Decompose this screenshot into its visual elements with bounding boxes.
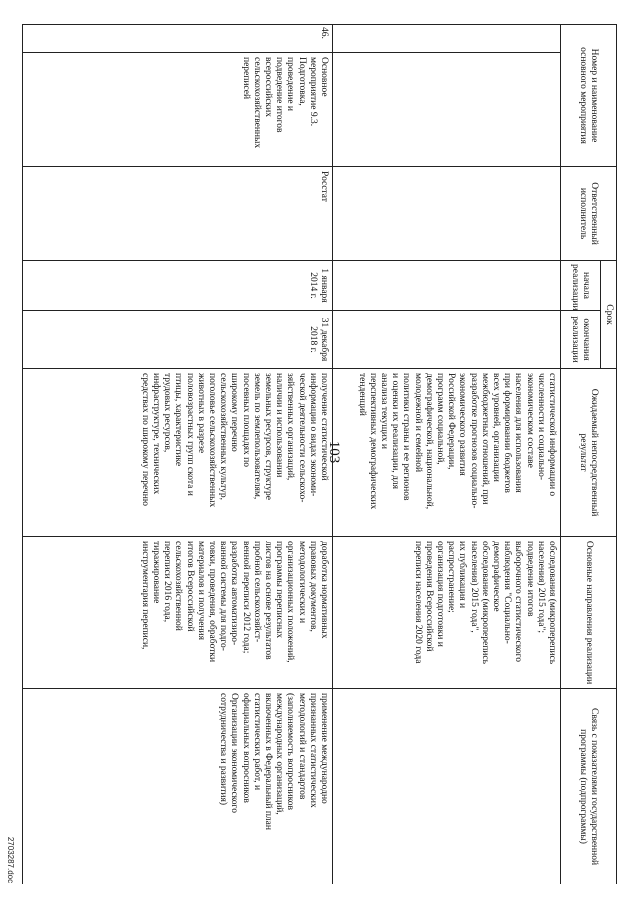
page-number: 103 <box>326 440 342 464</box>
header-link: Связь с показателями государственной программы (подпрограммы) <box>561 689 617 884</box>
table-row <box>23 25 333 885</box>
rotated-content <box>21 24 617 884</box>
measures-table <box>22 24 617 884</box>
header-number-name: Номер и наименование основного мероприятия <box>561 25 617 167</box>
rotated-page <box>21 24 617 884</box>
row1-result: статистической информации о численности и социально- экономическом составе населения для использования при формировании бюджетов всех уровней, организации межбюджетных отношений, при разработке прогнозов социально- экономического развития Российской Федерации, программ социальной, демографической, национальной, молодежной и семейной политики страны и ее регионов и оценки их реализации, для анализа текущих и перспективных демографических тенденций <box>333 369 561 537</box>
table-row <box>333 25 561 885</box>
row2-link: применение международно признанных статистических методологий и стандартов (заполняемость вопросников международных организаций, включенных в Федеральный план статистических работ, и официальных вопросников Организации экономического сотрудничества и развития) <box>23 689 333 884</box>
header-end: окончания реализации <box>561 311 601 369</box>
header-result: Ожидаемый непосредственный результат <box>561 369 617 537</box>
row2-responsible: Росстат <box>23 167 333 261</box>
row1-directions: обследования (микроперепись населения) 2015 года"; подведение итогов выборочного статистического наблюдения "Социально- демографическое обследование (микроперепись населения) 2015 года", их публикация и распространение; организация подготовки и проведения Всероссийской переписи населения 2020 года <box>333 537 561 689</box>
document-filename: 2703287.doc <box>6 836 15 884</box>
row2-result: получение статистической информации о видах экономи- ческой деятельности сельскохо- зяйственных организаций, наличии и использовании земельных ресурсов, структуре земель по землепользователям, посевных площадях по широкому перечню сельскохозяйственных культур, поголовье сельскохозяйственных животных в разрезе половозрастных групп скота и птицы, характеристике трудовых ресурсов, инфраструктуре, технических средствах по широкому перечню <box>23 369 333 537</box>
row2-end: 31 декабря 2018 г. <box>23 311 333 369</box>
row2-number: 46. <box>23 25 333 53</box>
row2-directions: доработка нормативных правовых документов, методологических и организационных положений, программы переписных листов на основе результатов пробной сельскохозяйст- венной переписи 2012 года; разработка автоматизиро- ванной системы для подго- товки, проведения, обработки материалов и получения итогов Всероссийской сельскохозяйственной переписи 2016 года, тиражирование инструментария переписи, <box>23 537 333 689</box>
row2-start: 1 января 2014 г. <box>23 261 333 311</box>
header-start: начала реализации <box>561 261 601 311</box>
header-responsible: Ответственный исполнитель <box>561 167 617 261</box>
row2-name: Основное мероприятие 9.3. Подготовка, проведение и подведение итогов всероссийских сельскохозяйственных переписей <box>23 53 333 167</box>
header-directions: Основные направления реализации <box>561 537 617 689</box>
header-term: Срок <box>601 261 617 369</box>
